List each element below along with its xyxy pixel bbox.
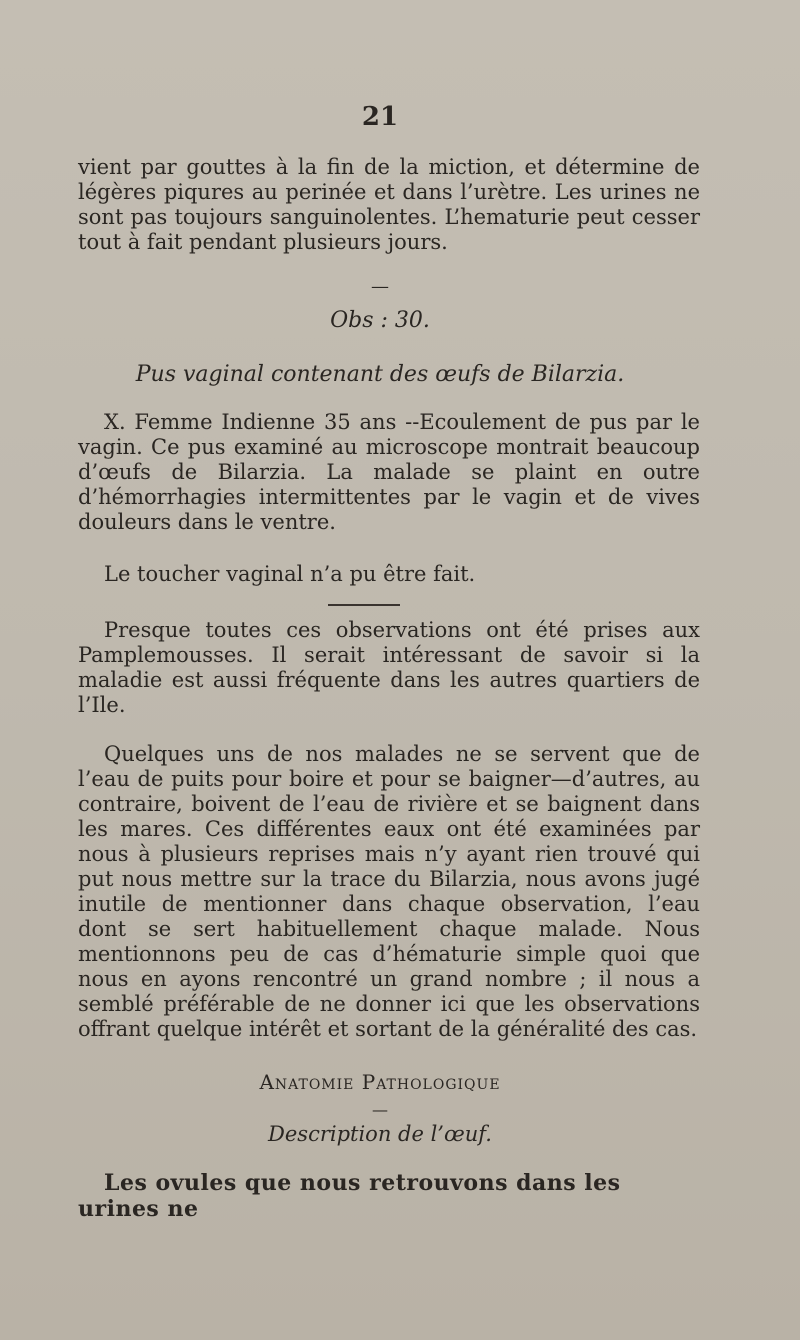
paragraph-pamplemousses bbox=[78, 618, 700, 718]
paragraph-eaux bbox=[78, 742, 700, 1042]
paragraph-text: X. Femme Indienne 35 ans --Ecoulement de pus par le vagin. Ce pus examiné au microscope montrait beaucoup d’œufs de Bilarzia. La malade se plaint en outre d’hémorrhagies intermittentes par le vagin et de vives douleurs dans le ventre. bbox=[78, 410, 700, 534]
section-rule bbox=[328, 604, 400, 606]
dash-separator: — bbox=[372, 1100, 388, 1119]
paragraph-text: Le toucher vaginal n’a pu être fait. bbox=[104, 562, 476, 586]
section-title: Anatomie Pathologique bbox=[259, 1070, 501, 1094]
observation-subtitle: Pus vaginal contenant des œufs de Bilarzia. bbox=[135, 362, 625, 387]
observation-title: Obs : 30. bbox=[330, 308, 430, 333]
paragraph-text: vient par gouttes à la fin de la miction, et détermine de légères piqures au perinée et dans l’urètre. Les urines ne sont pas toujours sanguinolentes. L’hematurie peut cesser tout à fait pendant plusieurs jours. bbox=[78, 155, 700, 254]
paragraph-observation bbox=[78, 410, 700, 535]
paragraph-toucher bbox=[78, 562, 700, 587]
paragraph-continuation bbox=[78, 155, 700, 255]
paragraph-text: Presque toutes ces observations ont été prises aux Pamplemousses. Il serait intéressant de savoir si la maladie est aussi fréquente dans les autres quartiers de l’Ile. bbox=[78, 618, 700, 717]
paragraph-ovules bbox=[78, 1170, 700, 1222]
section-subtitle: Description de l’œuf. bbox=[268, 1122, 492, 1146]
dash-separator: — bbox=[371, 276, 389, 297]
paragraph-text: Quelques uns de nos malades ne se servent que de l’eau de puits pour boire et pour se baigner—d’autres, au contraire, boivent de l’eau de rivière et se baignent dans les mares. Ces différentes eaux ont été examinées par nous à plusieurs reprises mais n’y ayant rien trouvé qui put nous mettre sur la trace du Bilarzia, nous avons jugé inutile de mentionner dans chaque observation, l’eau dont se sert habituellement chaque malade. Nous mentionnons peu de cas d’hématurie simple quoi que nous en ayons rencontré un grand nombre ; il nous a semblé préférable de ne donner ici que les observations offrant quelque intérêt et sortant de la généralité des cas. bbox=[78, 742, 700, 1041]
page-number: 21 bbox=[361, 102, 399, 132]
paragraph-text: Les ovules que nous retrouvons dans les urines ne bbox=[78, 1170, 621, 1222]
